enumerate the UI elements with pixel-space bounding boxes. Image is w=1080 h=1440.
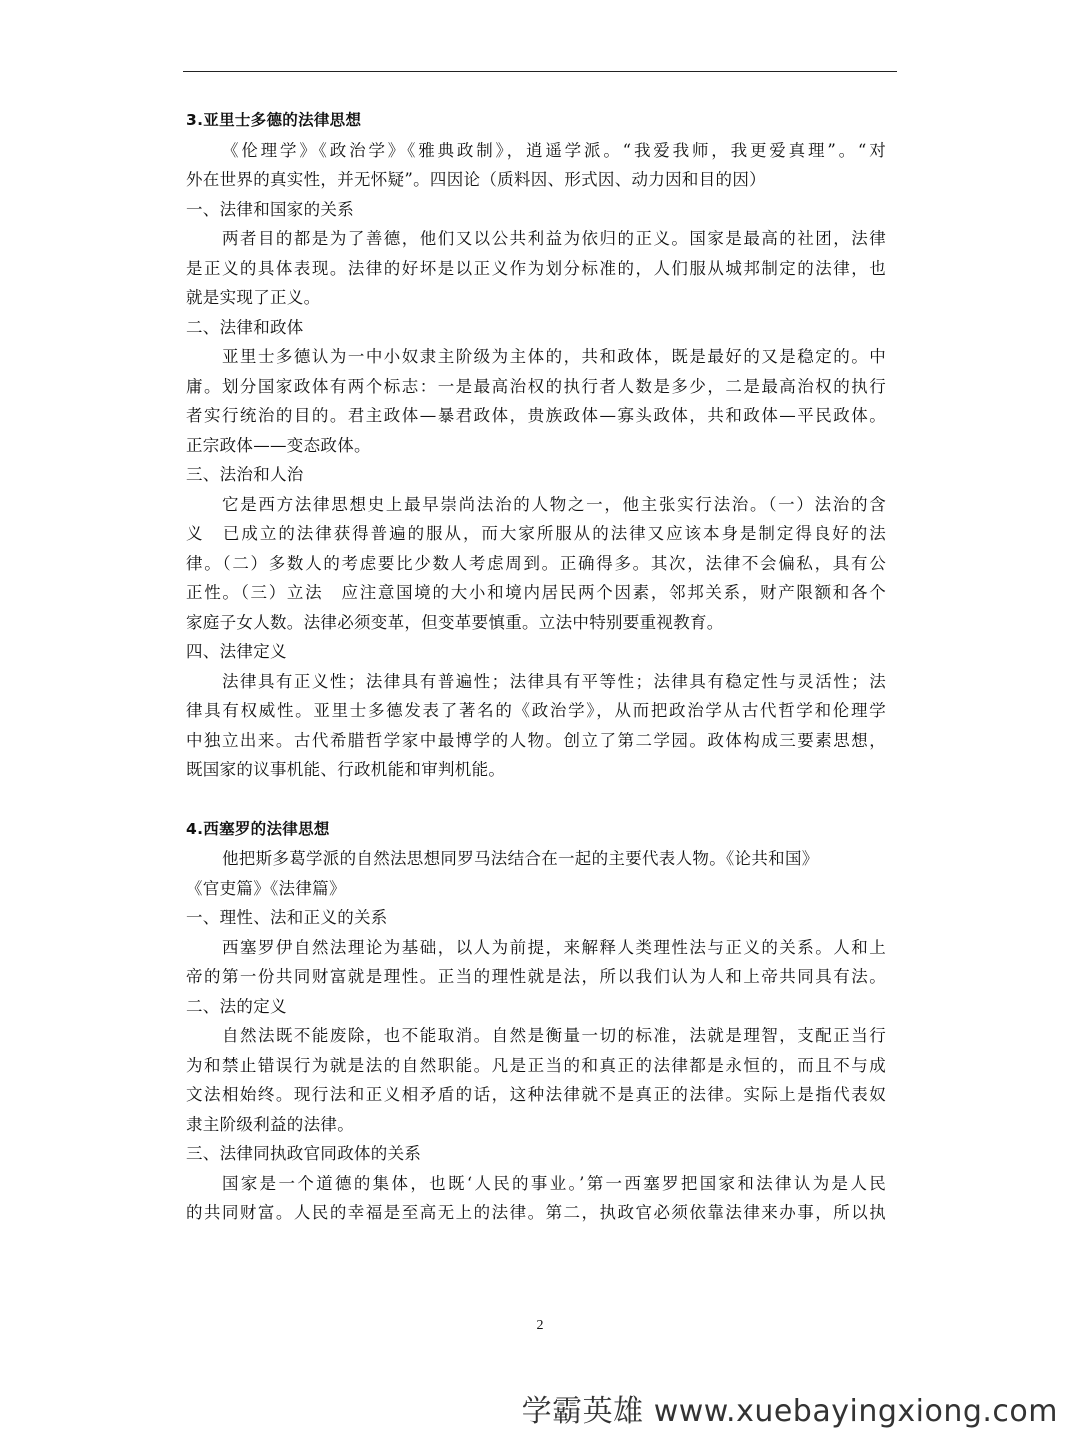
text-line: 一、理性、法和正义的关系 [186,908,388,927]
text-line: 自然法既不能废除，也不能取消。自然是衡量一切的标准，法就是理智，支配正当行 [222,1026,886,1045]
text-line: 中独立出来。古代希腊哲学家中最博学的人物。创立了第二学园。政体构成三要素思想， [186,730,886,750]
text-line: 二、法的定义 [186,996,287,1016]
text-line: 三、法治和人治 [186,465,304,484]
text-line: 隶主阶级利益的法律。 [186,1114,354,1134]
header-rule [183,71,897,72]
text-line: 正宗政体——变态政体。 [186,435,371,455]
text-line: 义 已成立的法律获得普遍的服从，而大家所服从的法律又应该本身是制定得良好的法 [186,524,886,543]
text-line: 《伦理学》《政治学》《雅典政制》，逍遥学派。“我爱我师，我更爱真理”。“对 [222,140,886,160]
text-line: 律具有权威性。亚里士多德发表了著名的《政治学》，从而把政治学从古代哲学和伦理学 [186,701,886,720]
text-line: 就是实现了正义。 [186,288,321,307]
text-line: 三、法律同执政官同政体的关系 [186,1144,422,1163]
text-line: 西塞罗伊自然法理论为基础，以人为前提，来解释人类理性法与正义的关系。人和上 [222,937,886,957]
text-line: 外在世界的真实性，并无怀疑”。四因论（质料因、形式因、动力因和目的因） [186,170,766,189]
document-body [186,106,886,1228]
section-heading: 4.西塞罗的法律思想 [186,819,330,838]
text-line: 的共同财富。人民的幸福是至高无上的法律。第二，执政官必须依靠法律来办事，所以执 [186,1203,886,1222]
text-line: 他把斯多葛学派的自然法思想同罗马法结合在一起的主要代表人物。《论共和国》 [222,849,819,868]
text-line: 帝的第一份共同财富就是理性。正当的理性就是法，所以我们认为人和上帝共同具有法。 [186,967,886,986]
text-line: 者实行统治的目的。君主政体—暴君政体，贵族政体—寡头政体，共和政体—平民政体。 [186,406,886,425]
text-line: 法律具有正义性；法律具有普遍性；法律具有平等性；法律具有稳定性与灵活性；法 [222,671,886,691]
text-line: 二、法律和政体 [186,317,304,337]
text-line: 为和禁止错误行为就是法的自然职能。凡是正当的和真正的法律都是永恒的，而且不与成 [186,1055,886,1075]
text-line: 亚里士多德认为一中小奴隶主阶级为主体的，共和政体，既是最好的又是稳定的。中 [222,347,886,366]
text-line: 《官吏篇》《法律篇》 [186,878,346,898]
text-line: 庸。划分国家政体有两个标志：一是最高治权的执行者人数是多少，二是最高治权的执行 [186,376,886,396]
section-gap [186,785,886,815]
section-heading: 3.亚里士多德的法律思想 [186,111,362,129]
text-line: 国家是一个道德的集体，也既‘人民的事业。’第一西塞罗把国家和法律认为是人民 [222,1173,886,1193]
text-line: 一、法律和国家的关系 [186,199,354,219]
text-line: 正性。（三）立法 应注意国境的大小和境内居民两个因素，邻邦关系，财产限额和各个 [186,583,886,602]
text-line: 是正义的具体表现。法律的好坏是以正义作为划分标准的，人们服从城邦制定的法律，也 [186,258,886,278]
text-line: 律。（二）多数人的考虑要比少数人考虑周到。正确得多。其次，法律不会偏私，具有公 [186,553,886,573]
text-line: 它是西方法律思想史上最早崇尚法治的人物之一，他主张实行法治。（一）法治的含 [222,494,886,514]
site-watermark: 学霸英雄 www.xuebayingxiong.com [521,1394,1058,1429]
text-line: 两者目的都是为了善德，他们又以公共利益为依归的正义。国家是最高的社团，法律 [222,229,886,248]
text-line: 既国家的议事机能、行政机能和审判机能。 [186,760,506,779]
text-line: 四、法律定义 [186,642,287,661]
page-number: 2 [536,1318,544,1333]
text-line: 文法相始终。现行法和正义相矛盾的话，这种法律就不是真正的法律。实际上是指代表奴 [186,1085,886,1104]
text-line: 家庭子女人数。法律必须变革，但变革要慎重。立法中特别要重视教育。 [186,612,724,632]
